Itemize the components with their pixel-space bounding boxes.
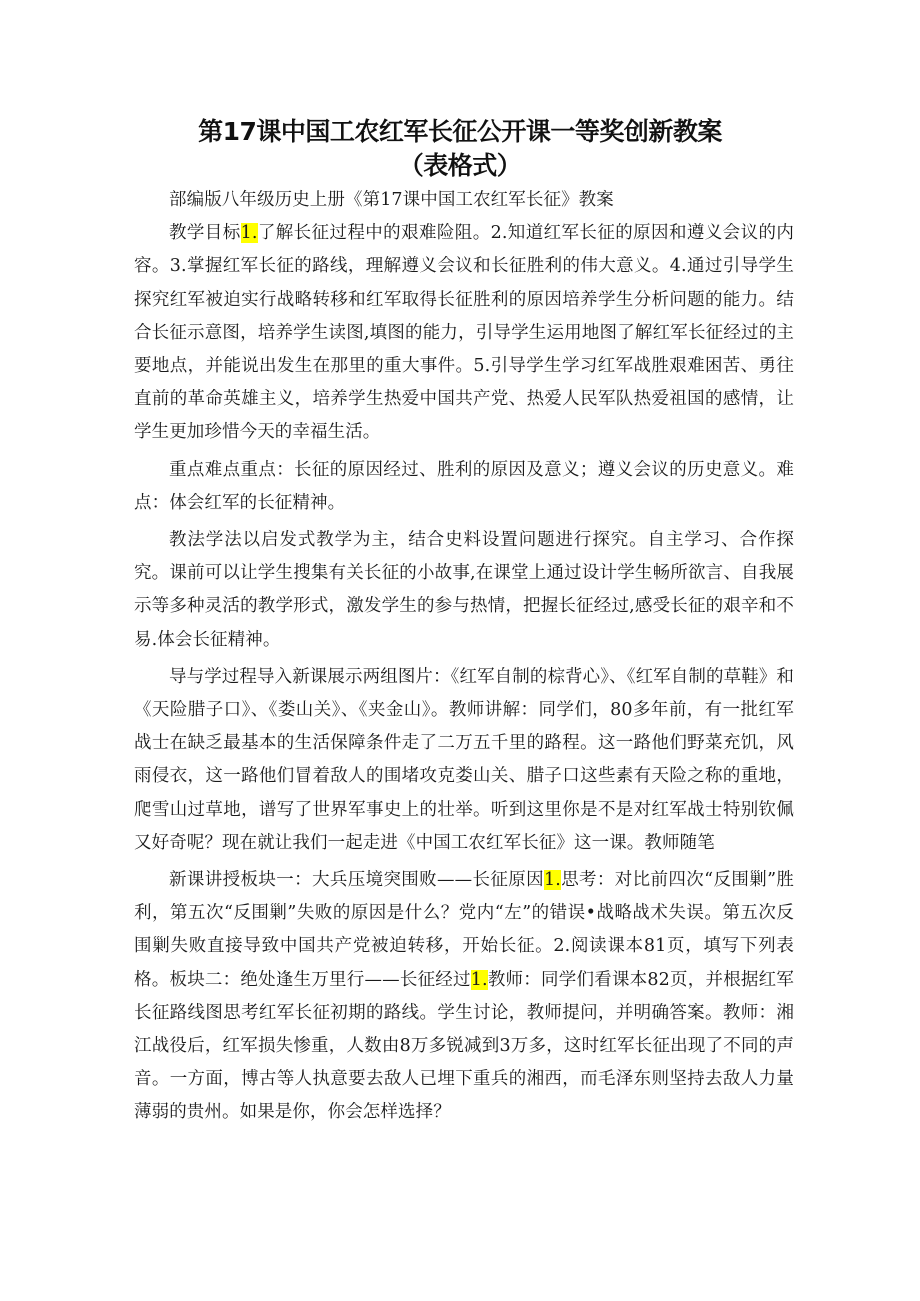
highlight-mark: 1.	[544, 870, 561, 891]
paragraph-methods: 教法学法以启发式教学为主，结合史料设置问题进行探究。自主学习、合作探究。课前可以让学生搜集有关长征的小故事,在课堂上通过设计学生畅所欲言、自我展示等多种灵活的教学形式，激发学生的参与热情，把握长征经过,感受长征的艰辛和不易.体会长征精神。	[134, 530, 794, 650]
lesson-text-a: 新课讲授板块一：大兵压境突围败——长征原因	[169, 870, 545, 891]
goals-label: 教学目标	[169, 223, 241, 244]
document-title: 第17课中国工农红军长征公开课一等奖创新教案	[198, 117, 722, 146]
paragraph-key-points: 重点难点重点：长征的原因经过、胜利的原因及意义；遵义会议的历史意义。难点：体会红军的长征精神。	[134, 459, 794, 513]
document-body	[134, 184, 794, 1130]
paragraph-textbook-info: 部编版八年级历史上册《第17课中国工农红军长征》教案	[169, 190, 614, 210]
paragraph-new-lesson	[134, 864, 794, 1130]
highlight-mark: 1.	[240, 223, 258, 244]
lesson-text-c: 教师：同学们看课本82页，并根据红军长征路线图思考红军长征初期的路线。学生讨论，教师提问，并明确答案。教师：湘江战役后，红军损失惨重，人数由8万多锐减到3万多，这时红军长征出现了不同的声音。一方面，博古等人执意要去敌人已埋下重兵的湘西，而毛泽东则坚持去敌人力量薄弱的贵州。如果是你，你会怎样选择？	[134, 969, 794, 1123]
lesson-text-b: 思考：对比前四次“反围剿”胜利，第五次“反围剿”失败的原因是什么？党内“左”的错误•战略战术失误。第五次反围剿失败直接导致中国共产党被迫转移，开始长征。2.阅读课本81页，填写下列表格。板块二：绝处逢生万里行——长征经过	[134, 870, 794, 990]
highlight-mark: 1.	[470, 969, 488, 990]
document-subtitle: （表格式）	[398, 151, 522, 180]
goals-text: 了解长征过程中的艰难险阻。2.知道红军长征的原因和遵义会议的内容。3.掌握红军长征的路线，理解遵义会议和长征胜利的伟大意义。4.通过引导学生探究红军被迫实行战略转移和红军取得长征胜利的原因培养学生分析问题的能力。结合长征示意图，培养学生读图,填图的能力，引导学生运用地图了解红军长征经过的主要地点，并能说出发生在那里的重大事件。5.引导学生学习红军战胜艰难困苦、勇往直前的革命英雄主义，培养学生热爱中国共产党、热爱人民军队热爱祖国的感情，让学生更加珍惜今天的幸福生活。	[134, 223, 794, 443]
paragraph-teaching-goals	[134, 217, 794, 449]
paragraph-introduction: 导与学过程导入新课展示两组图片：《红军自制的棕背心》、《红军自制的草鞋》和《天险腊子口》、《娄山关》、《夹金山》。教师讲解：同学们，80多年前，有一批红军战士在缺乏最基本的生活保障条件走了二万五千里的路程。这一路他们野菜充饥，风雨侵衣，这一路他们冒着敌人的围堵攻克娄山关、腊子口这些素有天险之称的重地，爬雪山过草地，谱写了世界军事史上的壮举。听到这里你是不是对红军战士特别钦佩又好奇呢？现在就让我们一起走进《中国工农红军长征》这一课。教师随笔	[134, 666, 794, 853]
